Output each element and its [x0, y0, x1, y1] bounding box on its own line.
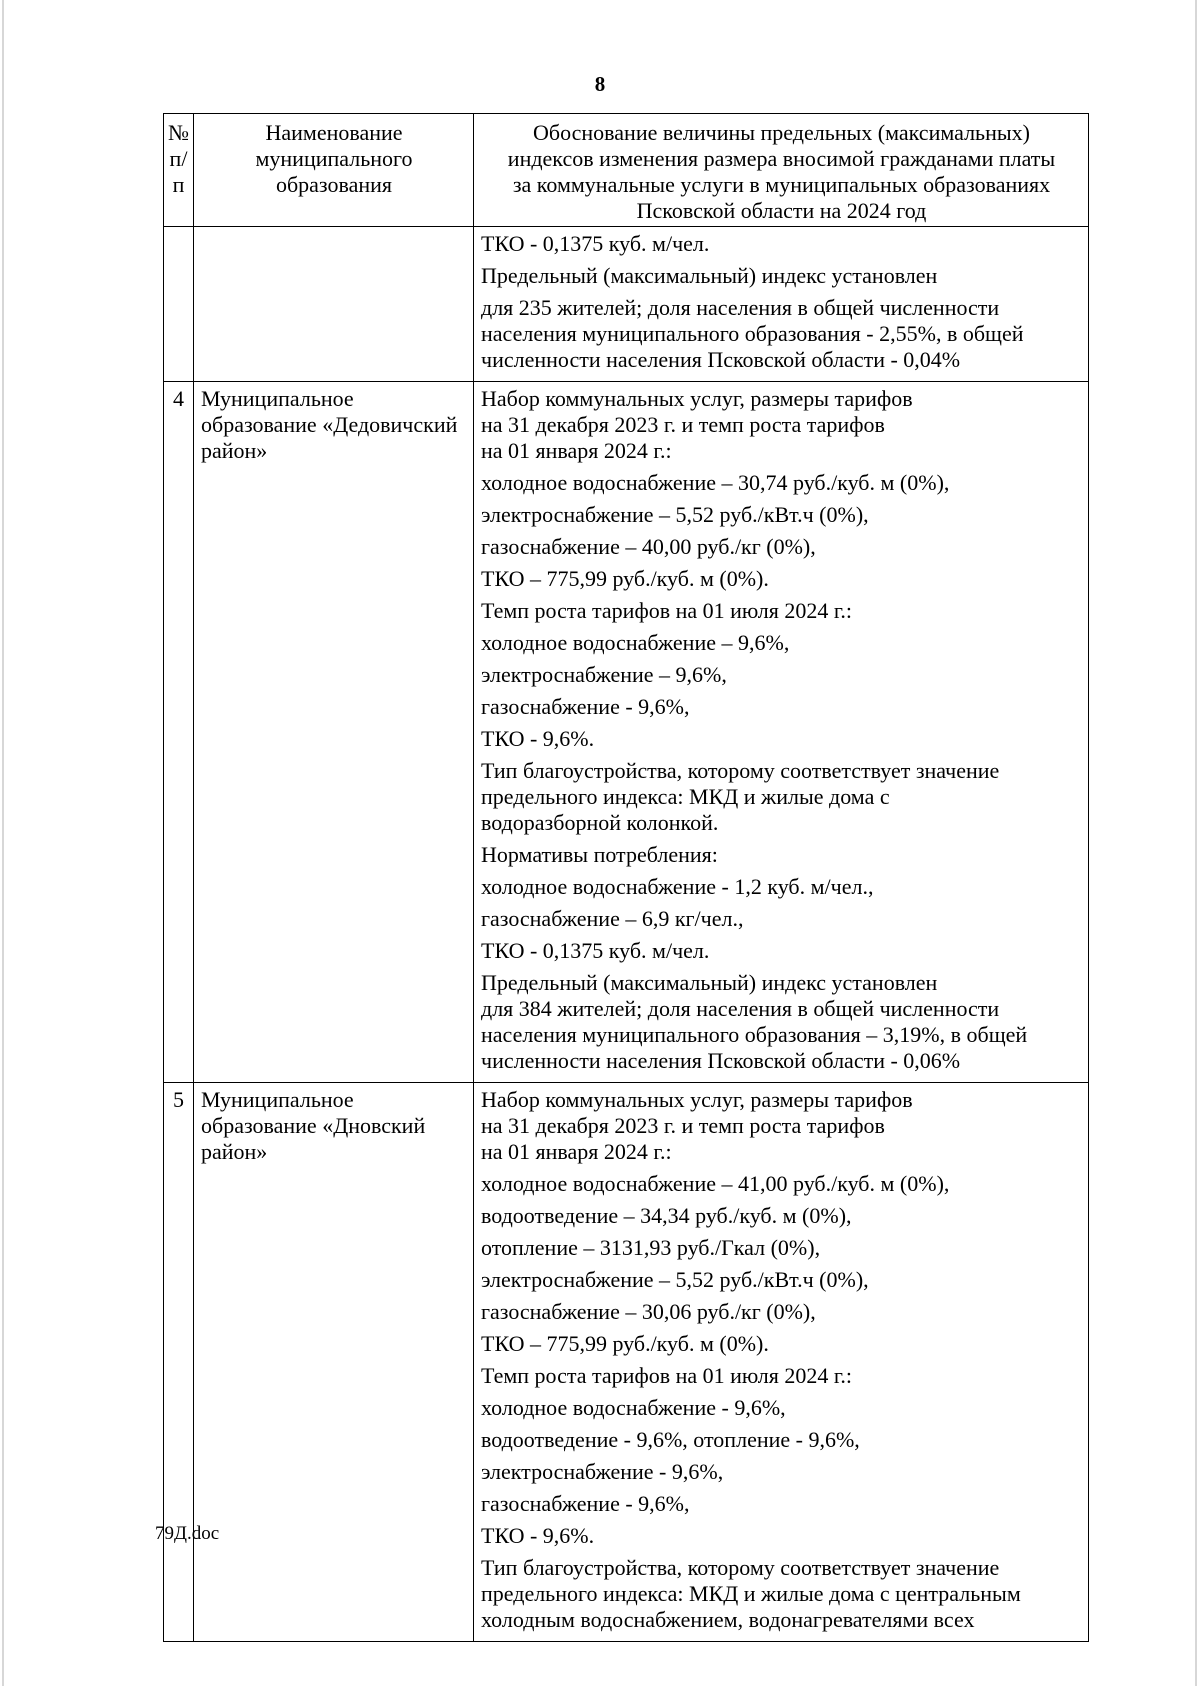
text-line: отопление – 3131,93 руб./Гкал (0%), — [481, 1235, 821, 1260]
justification-paragraph — [481, 694, 1082, 720]
text-line: Тип благоустройства, которому соответствует значение — [481, 1555, 1000, 1580]
text-line: Предельный (максимальный) индекс установлен — [481, 263, 938, 288]
text-line: электроснабжение – 5,52 руб./кВт.ч (0%), — [481, 1267, 869, 1292]
justification-paragraph — [481, 1427, 1082, 1453]
justification-paragraph — [481, 938, 1082, 964]
justification-cell — [474, 382, 1089, 1083]
text-line: Темп роста тарифов на 01 июля 2024 г.: — [481, 1363, 853, 1388]
text-line: Псковской области на 2024 год — [636, 198, 927, 223]
municipality-name — [194, 1083, 474, 1642]
footer-filename: 79Д.doc — [155, 1523, 220, 1544]
text-line: Предельный (максимальный) индекс установлен — [481, 970, 938, 995]
table-row — [164, 382, 1089, 1083]
text-line: Обоснование величины предельных (максимальных) — [533, 120, 1030, 145]
municipality-name — [194, 382, 474, 1083]
text-line: холодное водоснабжение – 9,6%, — [481, 630, 790, 655]
justification-paragraph — [481, 1235, 1082, 1261]
text-line: на 31 декабря 2023 г. и темп роста тарифов — [481, 412, 885, 437]
text-line: холодным водоснабжением, водонагревателями всех — [481, 1607, 975, 1632]
justification-paragraph — [481, 1491, 1082, 1517]
justification-paragraph — [481, 1363, 1082, 1389]
justification-paragraph — [481, 842, 1082, 868]
justification-paragraph — [481, 470, 1082, 496]
text-line: холодное водоснабжение - 9,6%, — [481, 1395, 786, 1420]
row-number: 4 — [164, 382, 194, 1083]
text-line: для 384 жителей; доля населения в общей численности — [481, 996, 1000, 1021]
scan-edge-left — [2, 0, 4, 1686]
text-line: предельного индекса: МКД и жилые дома с центральным — [481, 1581, 1021, 1606]
justification-cell — [474, 227, 1089, 382]
justification-paragraph — [481, 662, 1082, 688]
text-line: водоотведение - 9,6%, отопление - 9,6%, — [481, 1427, 860, 1452]
justification-paragraph — [481, 534, 1082, 560]
justification-paragraph — [481, 598, 1082, 624]
justification-paragraph — [481, 874, 1082, 900]
text-line: для 235 жителей; доля населения в общей численности — [481, 295, 1000, 320]
justification-paragraph — [481, 630, 1082, 656]
table-body — [164, 227, 1089, 1642]
text-line: ТКО - 0,1375 куб. м/чел. — [481, 938, 710, 963]
text-line: электроснабжение - 9,6%, — [481, 1459, 724, 1484]
text-line: муниципального — [255, 146, 413, 171]
row-number: 5 — [164, 1083, 194, 1642]
text-line: населения муниципального образования – 3,19%, в общей — [481, 1022, 1028, 1047]
table-row — [164, 1083, 1089, 1642]
header-name — [194, 114, 474, 227]
text-line: № — [168, 120, 189, 145]
justification-paragraph — [481, 906, 1082, 932]
text-line: населения муниципального образования - 2,55%, в общей — [481, 321, 1024, 346]
text-line: образование «Дедовичский — [201, 412, 458, 437]
text-line: водоотведение – 34,34 руб./куб. м (0%), — [481, 1203, 852, 1228]
table-row — [164, 227, 1089, 382]
text-line: ТКО – 775,99 руб./куб. м (0%). — [481, 566, 769, 591]
text-line: на 01 января 2024 г.: — [481, 438, 672, 463]
tariff-index-table — [163, 113, 1089, 1642]
text-line: район» — [201, 438, 268, 463]
text-line: численности населения Псковской области - 0,06% — [481, 1048, 961, 1073]
text-line: газоснабжение - 9,6%, — [481, 1491, 690, 1516]
justification-paragraph — [481, 295, 1082, 373]
text-line: холодное водоснабжение – 30,74 руб./куб. м (0%), — [481, 470, 950, 495]
text-line: электроснабжение – 5,52 руб./кВт.ч (0%), — [481, 502, 869, 527]
justification-paragraph — [481, 1171, 1082, 1197]
text-line: на 01 января 2024 г.: — [481, 1139, 672, 1164]
justification-paragraph — [481, 386, 1082, 464]
text-line: Нормативы потребления: — [481, 842, 718, 867]
text-line: ТКО - 9,6%. — [481, 726, 595, 751]
text-line: ТКО – 775,99 руб./куб. м (0%). — [481, 1331, 769, 1356]
justification-paragraph — [481, 1459, 1082, 1485]
justification-paragraph — [481, 726, 1082, 752]
text-line: Муниципальное — [201, 1087, 354, 1112]
justification-paragraph — [481, 1523, 1082, 1549]
justification-paragraph — [481, 566, 1082, 592]
scan-edge-right — [1195, 0, 1197, 1686]
text-line: Набор коммунальных услуг, размеры тарифов — [481, 386, 913, 411]
page-number: 8 — [594, 72, 606, 96]
text-line: район» — [201, 1139, 268, 1164]
justification-paragraph — [481, 263, 1082, 289]
justification-paragraph — [481, 502, 1082, 528]
text-line: п/п — [169, 146, 188, 197]
text-line: образование «Дновский — [201, 1113, 426, 1138]
justification-paragraph — [481, 1395, 1082, 1421]
text-line: ТКО - 9,6%. — [481, 1523, 595, 1548]
table-header-row — [164, 114, 1089, 227]
text-line: газоснабжение – 6,9 кг/чел., — [481, 906, 744, 931]
header-justification — [474, 114, 1089, 227]
justification-paragraph — [481, 758, 1082, 836]
text-line: Тип благоустройства, которому соответствует значение — [481, 758, 1000, 783]
text-line: образования — [275, 172, 393, 197]
text-line: газоснабжение – 40,00 руб./кг (0%), — [481, 534, 816, 559]
text-line: водоразборной колонкой. — [481, 810, 719, 835]
justification-paragraph — [481, 1331, 1082, 1357]
text-line: газоснабжение - 9,6%, — [481, 694, 690, 719]
municipality-name — [194, 227, 474, 382]
text-line: электроснабжение – 9,6%, — [481, 662, 727, 687]
justification-paragraph — [481, 1203, 1082, 1229]
text-line: холодное водоснабжение – 41,00 руб./куб. м (0%), — [481, 1171, 950, 1196]
text-line: холодное водоснабжение - 1,2 куб. м/чел., — [481, 874, 874, 899]
text-line: предельного индекса: МКД и жилые дома с — [481, 784, 890, 809]
justification-paragraph — [481, 1087, 1082, 1165]
text-line: Муниципальное — [201, 386, 354, 411]
justification-paragraph — [481, 1267, 1082, 1293]
justification-paragraph — [481, 1299, 1082, 1325]
text-line: Набор коммунальных услуг, размеры тарифов — [481, 1087, 913, 1112]
justification-paragraph — [481, 1555, 1082, 1633]
text-line: численности населения Псковской области - 0,04% — [481, 347, 961, 372]
justification-cell — [474, 1083, 1089, 1642]
text-line: Наименование — [265, 120, 403, 145]
text-line: на 31 декабря 2023 г. и темп роста тарифов — [481, 1113, 885, 1138]
text-line: индексов изменения размера вносимой гражданами платы — [507, 146, 1056, 171]
row-number — [164, 227, 194, 382]
text-line: газоснабжение – 30,06 руб./кг (0%), — [481, 1299, 816, 1324]
justification-paragraph — [481, 970, 1082, 1074]
text-line: за коммунальные услуги в муниципальных образованиях — [512, 172, 1051, 197]
text-line: Темп роста тарифов на 01 июля 2024 г.: — [481, 598, 853, 623]
justification-paragraph — [481, 231, 1082, 257]
text-line: ТКО - 0,1375 куб. м/чел. — [481, 231, 710, 256]
header-num — [164, 114, 194, 227]
